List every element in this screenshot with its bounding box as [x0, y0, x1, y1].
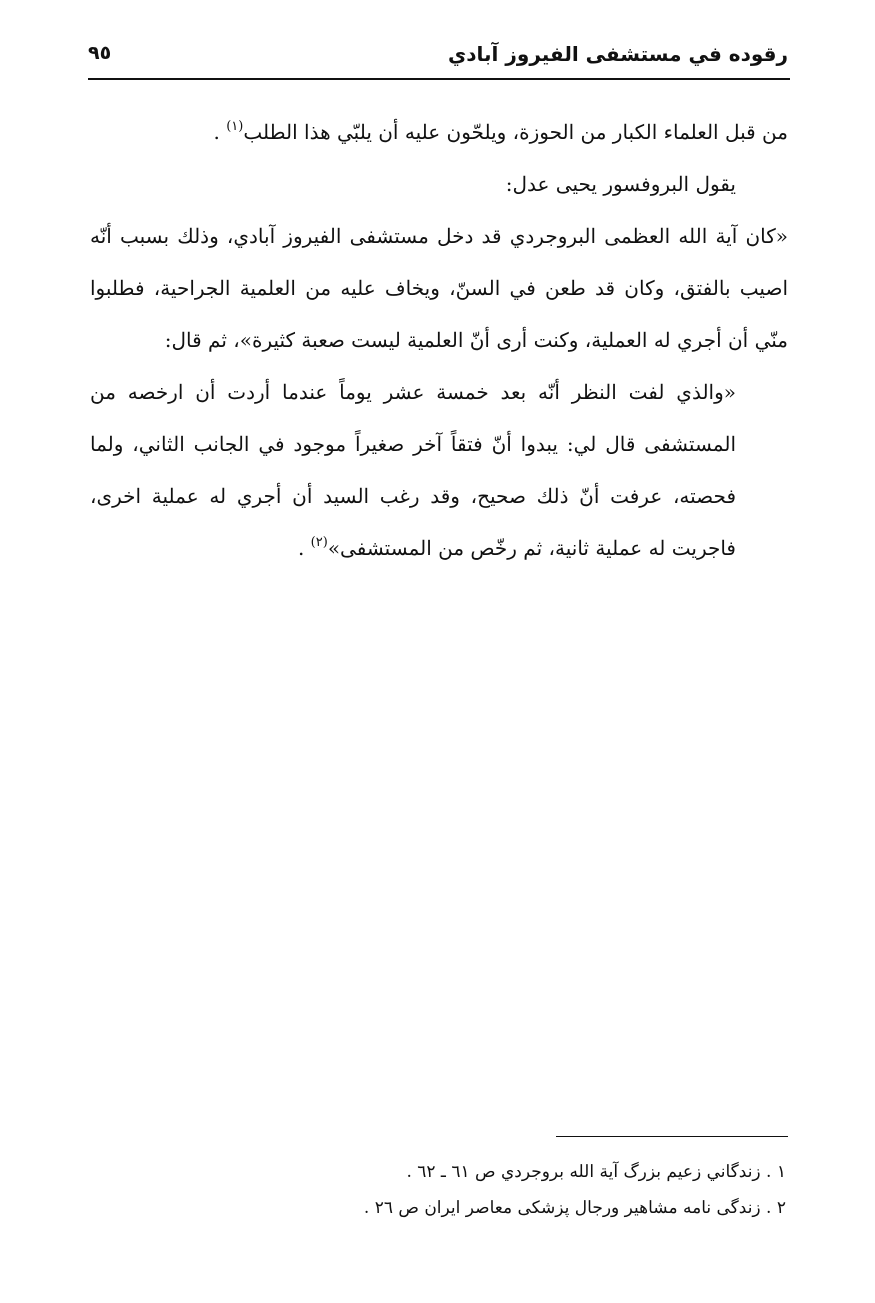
- footnotes: [200, 1154, 786, 1226]
- footnote-ref-2: (٢): [310, 535, 328, 550]
- paragraph-4-text: «والذي لفت النظر أنّه بعد خمسة عشر يوماً عندما أردت أن ارخصه من المستشفى قال لي: يبدوا أنّ فتقاً آخر صغيراً موجود في الجانب الثاني، ولما فحصته، عرفت أنّ ذلك صحيح، وقد رغب السيد أن أجري له عملية اخرى، فاجريت له عملية ثانية، ثم رخّص من المستشفى»: [90, 380, 736, 560]
- footnote-rule: [556, 1136, 788, 1137]
- paragraph-4-end: .: [297, 536, 311, 560]
- page-number: ٩٥: [88, 42, 112, 64]
- paragraph-4: [90, 366, 788, 574]
- paragraph-1: [90, 106, 788, 158]
- paragraph-1-text: من قبل العلماء الكبار من الحوزة، ويلحّون عليه أن يلبّي هذا الطلب: [243, 120, 788, 144]
- paragraph-1-end: .: [213, 120, 227, 144]
- footnote-1: ١ . زندگاني زعيم بزرگ آية الله بروجردي ص ٦١ ـ ٦٢ .: [406, 1162, 786, 1182]
- body-text: [90, 106, 788, 574]
- page-header: [88, 36, 788, 76]
- header-rule: [88, 78, 790, 80]
- running-title: رقوده في مستشفى الفيروز آبادي: [447, 42, 788, 66]
- paragraph-3: «كان آية الله العظمى البروجردي قد دخل مستشفى الفيروز آبادي، وذلك بسبب أنّه اصيب بالفتق، وكان قد طعن في السنّ، ويخاف عليه من العلمية الجراحية، فطلبوا منّي أن أجري له العملية، وكنت أرى أنّ العلمية ليست صعبة كثيرة»، ثم قال:: [90, 224, 788, 352]
- paragraph-2: يقول البروفسور يحيى عدل:: [505, 172, 736, 196]
- footnote-2: ٢ . زندگى نامه مشاهير ورجال پزشكى معاصر ايران ص ٢٦ .: [363, 1198, 786, 1218]
- footnote-ref-1: (١): [226, 119, 244, 134]
